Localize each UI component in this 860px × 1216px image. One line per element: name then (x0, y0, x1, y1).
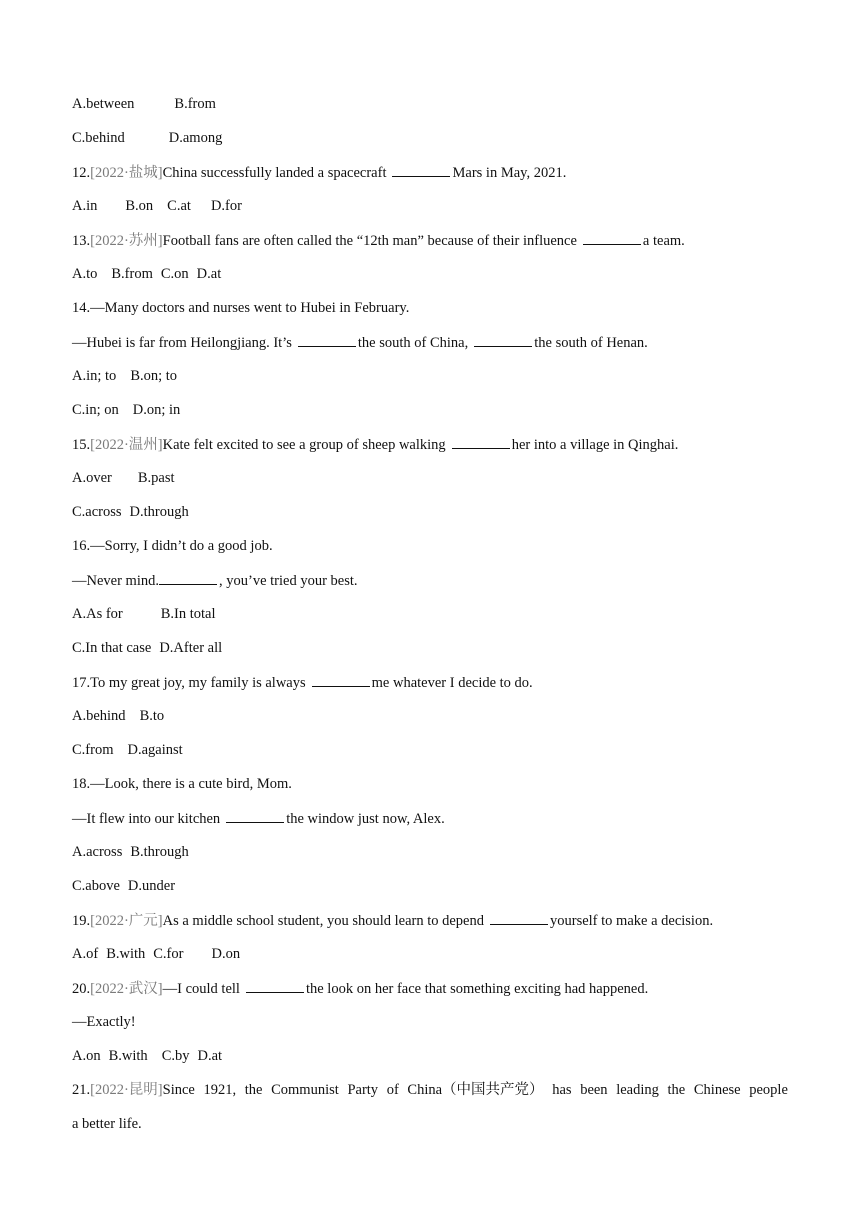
q12-stem (72, 163, 792, 182)
q21-lead (72, 1081, 195, 1099)
q13-option-b[interactable]: B.from (111, 266, 153, 282)
q15-options-row1 (72, 469, 792, 487)
q20-number: 20. (72, 981, 91, 997)
q15-text-before: Kate felt excited to see a group of sheep walking (162, 437, 446, 453)
q18-text-a: —It flew into our kitchen (72, 811, 221, 827)
q20-stem (72, 979, 792, 998)
q20-option-b[interactable]: B.with (108, 1048, 148, 1064)
q14-options-row1 (72, 367, 792, 385)
q17-option-a[interactable]: A.behind (72, 708, 126, 724)
q15-option-d[interactable]: D.through (129, 504, 189, 520)
q14-blank-1[interactable] (298, 333, 356, 347)
q19-blank[interactable] (490, 911, 548, 925)
q18-text-b: the window just now, Alex. (286, 811, 445, 827)
q21-word: 1921, (203, 1082, 237, 1098)
q21-word: leading (616, 1082, 659, 1098)
q18-option-d[interactable]: D.under (127, 878, 176, 894)
q11-option-b[interactable]: B.from (174, 96, 216, 112)
q16-text-b: , you’ve tried your best. (218, 573, 358, 589)
q20-reply (72, 1013, 792, 1031)
q12-blank[interactable] (392, 163, 450, 177)
q20-reply-text: —Exactly! (72, 1014, 136, 1030)
q20-option-a[interactable]: A.on (72, 1048, 101, 1064)
q17-option-b[interactable]: B.to (139, 708, 165, 724)
q16-option-c[interactable]: C.In that case (72, 640, 152, 656)
q11-option-c[interactable]: C.behind (72, 130, 125, 146)
q12-source: [2022·盐城] (90, 165, 163, 181)
q21-source: [2022·昆明] (90, 1082, 163, 1098)
q14-option-c[interactable]: C.in; on (72, 402, 119, 418)
q14-blank-2[interactable] (474, 333, 532, 347)
q21-text-line2: a better life. (72, 1116, 142, 1132)
q14-line1 (72, 299, 792, 317)
q15-source: [2022·温州] (90, 437, 163, 453)
q16-option-a[interactable]: A.As for (72, 606, 123, 622)
q17-option-c[interactable]: C.from (72, 742, 114, 758)
q20-options (72, 1047, 792, 1065)
q20-source: [2022·武汉] (90, 981, 163, 997)
q18-option-a[interactable]: A.across (72, 844, 123, 860)
q14-text-c: the south of Henan. (534, 335, 648, 351)
q17-option-d[interactable]: D.against (127, 742, 183, 758)
q21-line1 (72, 1081, 788, 1099)
q17-text-after: me whatever I decide to do. (371, 675, 533, 691)
q12-option-b[interactable]: B.on (125, 198, 154, 214)
q18-line2 (72, 809, 792, 828)
q15-option-c[interactable]: C.across (72, 504, 122, 520)
q13-text-after: a team. (642, 233, 685, 249)
q14-text: 14.—Many doctors and nurses went to Hubei in February. (72, 300, 410, 316)
q21-word: Since (162, 1082, 195, 1098)
q21-word: the (667, 1082, 686, 1098)
q19-option-c[interactable]: C.for (153, 946, 184, 962)
q13-number: 13. (72, 233, 91, 249)
q15-options-row2 (72, 503, 792, 521)
q13-stem (72, 231, 792, 250)
q20-blank[interactable] (246, 979, 304, 993)
q12-text-before: China successfully landed a spacecraft (162, 165, 387, 181)
q20-option-d[interactable]: D.at (197, 1048, 223, 1064)
q17-stem (72, 673, 792, 692)
q16-option-b[interactable]: B.In total (160, 606, 216, 622)
q16-text-a: —Never mind. (72, 573, 159, 589)
q14-option-b[interactable]: B.on; to (130, 368, 178, 384)
q14-option-d[interactable]: D.on; in (132, 402, 181, 418)
q14-option-a[interactable]: A.in; to (72, 368, 117, 384)
q13-blank[interactable] (583, 231, 641, 245)
q18-option-c[interactable]: C.above (72, 878, 120, 894)
q16-line1 (72, 537, 792, 555)
q21-word: China（中国共产党） (407, 1082, 544, 1098)
q15-number: 15. (72, 437, 91, 453)
q17-options-row1 (72, 707, 792, 725)
q19-options (72, 945, 792, 963)
q14-options-row2 (72, 401, 792, 419)
q14-text-a: —Hubei is far from Heilongjiang. It’s (72, 335, 292, 351)
q21-word: Chinese (693, 1082, 741, 1098)
q19-text-after: yourself to make a decision. (550, 913, 714, 929)
q12-option-a[interactable]: A.in (72, 198, 98, 214)
q15-option-a[interactable]: A.over (72, 470, 112, 486)
q19-text-before: As a middle school student, you should learn to depend (162, 913, 484, 929)
q21-word: has (552, 1082, 572, 1098)
q19-source: [2022·广元] (90, 913, 163, 929)
q21-word: Communist (271, 1082, 339, 1098)
q19-stem (72, 911, 792, 930)
q16-text: 16.—Sorry, I didn’t do a good job. (72, 538, 273, 554)
q19-option-d[interactable]: D.on (211, 946, 241, 962)
q16-options-row2 (72, 639, 792, 657)
q13-option-a[interactable]: A.to (72, 266, 98, 282)
q18-options-row1 (72, 843, 792, 861)
q14-text-b: the south of China, (357, 335, 469, 351)
q16-option-d[interactable]: D.After all (159, 640, 223, 656)
q13-option-c[interactable]: C.on (160, 266, 189, 282)
q21-word: the (244, 1082, 263, 1098)
q18-options-row2 (72, 877, 792, 895)
q13-option-d[interactable]: D.at (196, 266, 222, 282)
q19-option-b[interactable]: B.with (106, 946, 146, 962)
q15-blank[interactable] (452, 435, 510, 449)
q21-word: of (386, 1082, 399, 1098)
q17-blank[interactable] (312, 673, 370, 687)
q20-option-c[interactable]: C.by (161, 1048, 190, 1064)
q16-blank[interactable] (159, 571, 217, 585)
q21-word: been (580, 1082, 608, 1098)
q13-options (72, 265, 792, 283)
q18-blank[interactable] (226, 809, 284, 823)
q15-text-after: her into a village in Qinghai. (511, 437, 679, 453)
q12-number: 12. (72, 165, 91, 181)
q16-options-row1 (72, 605, 792, 623)
q16-line2 (72, 571, 792, 590)
q12-option-c[interactable]: C.at (167, 198, 191, 214)
q13-source: [2022·苏州] (90, 233, 163, 249)
q17-options-row2 (72, 741, 792, 759)
q13-text-before: Football fans are often called the “12th man” because of their influence (162, 233, 577, 249)
q11-options-row1 (72, 95, 792, 113)
q21-line2 (72, 1115, 792, 1133)
q11-option-a[interactable]: A.between (72, 96, 135, 112)
q19-number: 19. (72, 913, 91, 929)
q11-option-d[interactable]: D.among (168, 130, 223, 146)
q20-text-before: —I could tell (162, 981, 240, 997)
q17-text-before: 17.To my great joy, my family is always (72, 675, 306, 691)
q21-word: Party (347, 1082, 379, 1098)
q21-number: 21. (72, 1082, 91, 1098)
q14-line2 (72, 333, 792, 352)
q20-text-after: the look on her face that something exciting had happened. (305, 981, 649, 997)
q21-word: people (749, 1082, 788, 1098)
q18-text: 18.—Look, there is a cute bird, Mom. (72, 776, 292, 792)
q15-option-b[interactable]: B.past (137, 470, 175, 486)
q12-options (72, 197, 792, 215)
q12-option-d[interactable]: D.for (210, 198, 242, 214)
q12-text-after: Mars in May, 2021. (452, 165, 567, 181)
q11-options-row2 (72, 129, 792, 147)
q18-line1 (72, 775, 792, 793)
q19-option-a[interactable]: A.of (72, 946, 99, 962)
q15-stem (72, 435, 792, 454)
q18-option-b[interactable]: B.through (130, 844, 189, 860)
